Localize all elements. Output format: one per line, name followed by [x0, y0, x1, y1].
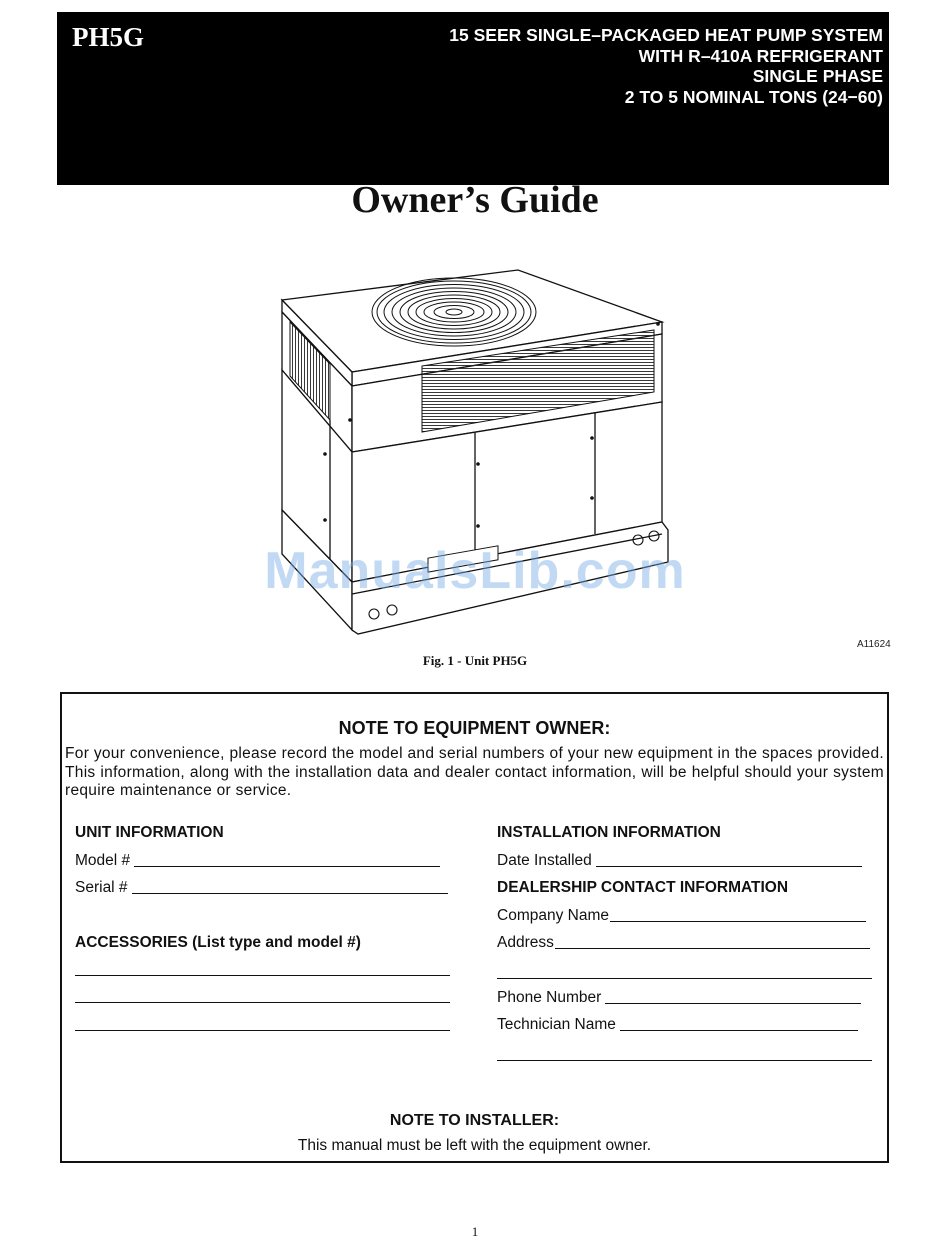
technician-line-2[interactable]	[497, 1060, 872, 1061]
installation-info-heading: INSTALLATION INFORMATION	[497, 824, 721, 841]
technician-blank[interactable]	[620, 1029, 858, 1031]
note-body: For your convenience, please record the model and serial numbers of your new equipment in the spaces provided. This information, along with the installation data and dealer contact information, will be helpful should your system require maintenance or service.	[65, 745, 884, 799]
phone-label: Phone Number	[497, 989, 602, 1006]
document-title: Owner’s Guide	[351, 179, 599, 221]
serial-field[interactable]	[75, 879, 448, 897]
phone-blank[interactable]	[605, 1002, 861, 1004]
header-banner	[57, 12, 889, 185]
company-blank[interactable]	[610, 920, 866, 922]
accessory-line-2[interactable]	[75, 1002, 450, 1003]
header-description	[449, 25, 883, 107]
header-line-3: SINGLE PHASE	[752, 66, 883, 86]
date-installed-label: Date Installed	[497, 852, 592, 869]
technician-label: Technician Name	[497, 1016, 616, 1033]
company-label: Company Name	[497, 907, 609, 924]
accessories-heading: ACCESSORIES (List type and model #)	[75, 934, 361, 951]
date-installed-field[interactable]	[497, 852, 862, 870]
watermark: ManualsLib.com	[264, 542, 686, 600]
model-field[interactable]	[75, 852, 440, 870]
installer-note-heading: NOTE TO INSTALLER:	[389, 1112, 560, 1129]
installer-note-body: This manual must be left with the equipment owner.	[297, 1137, 652, 1154]
address-line-2[interactable]	[497, 978, 872, 979]
model-code: PH5G	[72, 22, 144, 52]
serial-blank[interactable]	[132, 892, 448, 894]
page-number: 1	[471, 1224, 479, 1239]
figure-id: A11624	[857, 639, 891, 650]
model-label: Model #	[75, 852, 131, 869]
phone-field[interactable]	[497, 989, 861, 1007]
header-line-2: WITH R–410A REFRIGERANT	[638, 45, 883, 66]
header-line-1: 15 SEER SINGLE–PACKAGED HEAT PUMP SYSTEM	[449, 25, 883, 45]
accessory-line-1[interactable]	[75, 975, 450, 976]
address-blank[interactable]	[555, 947, 870, 949]
unit-info-heading: UNIT INFORMATION	[75, 824, 224, 841]
header-line-4: 2 TO 5 NOMINAL TONS (24−60)	[624, 86, 883, 107]
figure-caption: Fig. 1 - Unit PH5G	[422, 653, 528, 668]
model-blank[interactable]	[134, 865, 440, 867]
owner-note-box	[60, 692, 889, 1163]
technician-field[interactable]	[497, 1016, 858, 1034]
accessory-line-3[interactable]	[75, 1030, 450, 1031]
address-label: Address	[497, 934, 554, 951]
note-heading: NOTE TO EQUIPMENT OWNER:	[338, 718, 611, 738]
serial-label: Serial #	[75, 879, 128, 896]
address-field[interactable]	[497, 934, 870, 952]
company-field[interactable]	[497, 907, 866, 925]
dealership-heading: DEALERSHIP CONTACT INFORMATION	[497, 879, 789, 896]
date-installed-blank[interactable]	[596, 865, 862, 867]
